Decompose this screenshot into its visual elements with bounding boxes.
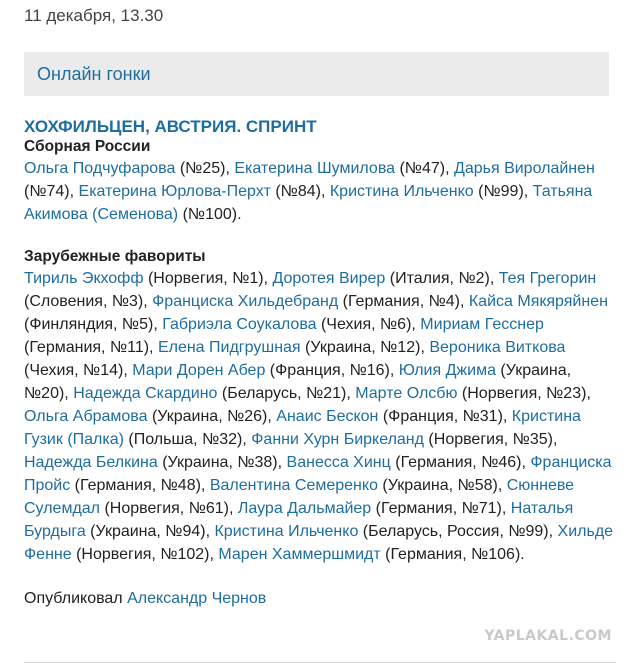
athlete-info: (Норвегия, №35) (423, 431, 553, 448)
athlete-link[interactable]: Валентина Семеренко (209, 477, 378, 494)
athlete-info: (№74) (24, 183, 70, 200)
athlete-link[interactable]: Франциска Пройс (24, 454, 612, 494)
athlete-info: (Норвегия, №61) (100, 500, 229, 517)
athlete-link[interactable]: Вероника Виткова (429, 339, 566, 356)
athlete-info: (Норвегия, №1) (143, 270, 264, 287)
athlete-link[interactable]: Анаис Бескон (276, 408, 379, 425)
athlete-link[interactable]: Ольга Абрамова (24, 408, 148, 425)
athlete-info: (Германия, №46) (390, 454, 522, 471)
athlete-link[interactable]: Юлия Джима (398, 362, 496, 379)
athlete-info: (Словения, №3) (24, 293, 144, 310)
athlete-info: (Украина, №12) (300, 339, 421, 356)
foreign-favorites-heading: Зарубежные фавориты (24, 248, 206, 265)
athlete-info: (Германия, №48) (70, 477, 201, 494)
russia-team-heading: Сборная России (24, 138, 151, 155)
athlete-link[interactable]: Ванесса Хинц (286, 454, 391, 471)
athlete-link[interactable]: Дарья Виролайнен (453, 160, 595, 177)
athlete-link[interactable]: Кристина Гузик (Палка) (24, 408, 581, 448)
athlete-info: (№25) (175, 160, 226, 177)
athlete-info: (Норвегия, №23) (457, 385, 587, 402)
athlete-info: (Украина, №38) (157, 454, 278, 471)
athlete-link[interactable]: Татьяна Акимова (Семенова) (24, 183, 593, 223)
athlete-link[interactable]: Кристина Ильченко (329, 183, 474, 200)
athlete-info: (№84) (270, 183, 321, 200)
athlete-link[interactable]: Тея Грегорин (498, 270, 597, 287)
athlete-info: (Украина, №94) (85, 523, 206, 540)
athlete-link[interactable]: Надежда Скардино (73, 385, 218, 402)
athlete-info: (Италия, №2) (385, 270, 490, 287)
athlete-link[interactable]: Тириль Экхофф (24, 270, 144, 287)
divider (24, 662, 616, 663)
athlete-info: (№100) (178, 206, 238, 223)
athlete-link[interactable]: Сюнневе Сулемдал (24, 477, 575, 517)
athlete-info: (№47) (395, 160, 446, 177)
athlete-link[interactable]: Лаура Дальмайер (237, 500, 372, 517)
published-label: Опубликовал (24, 590, 128, 607)
athlete-link[interactable]: Елена Пидгрушная (157, 339, 301, 356)
russia-team-list: Ольга Подчуфарова (№25), Екатерина Шумилова (№47), Дарья Виролайнен (№74), Екатерина Юрлова-Перхт (№84), Кристина Ильченко (№99), Татьяна Акимова (Семенова) (№100). (24, 160, 595, 223)
author-link[interactable]: Александр Чернов (127, 590, 267, 607)
athlete-info: (Чехия, №14) (24, 362, 124, 379)
post-date: 11 декабря, 13.30 (24, 6, 164, 25)
online-races-link[interactable]: Онлайн гонки (37, 64, 151, 84)
athlete-link[interactable]: Франциска Хильдебранд (152, 293, 339, 310)
athlete-info: (Украина, №58) (377, 477, 498, 494)
athlete-info: (Беларусь, Россия, №99) (358, 523, 549, 540)
athlete-info: (Чехия, №6) (316, 316, 412, 333)
athlete-info: (Франция, №16) (265, 362, 390, 379)
author-line (24, 587, 616, 610)
athlete-info: (Франция, №31) (378, 408, 503, 425)
athlete-info: (Германия, №4) (338, 293, 460, 310)
athlete-link[interactable]: Фанни Хурн Биркеланд (251, 431, 424, 448)
athlete-link[interactable]: Екатерина Шумилова (234, 160, 396, 177)
athlete-link[interactable]: Марте Олсбю (355, 385, 458, 402)
athlete-info: (Польша, №32) (123, 431, 243, 448)
online-races-banner (24, 52, 609, 96)
athlete-info: (Германия, №11) (24, 339, 150, 356)
athlete-info: (Финляндия, №5) (24, 316, 154, 333)
athlete-info: (Германия, №106) (380, 546, 521, 563)
athlete-link[interactable]: Ольга Подчуфарова (24, 160, 176, 177)
athlete-link[interactable]: Доротея Вирер (272, 270, 386, 287)
athlete-link[interactable]: Кристина Ильченко (214, 523, 359, 540)
athlete-link[interactable]: Марен Хаммершмидт (218, 546, 381, 563)
athlete-link[interactable]: Надежда Белкина (24, 454, 158, 471)
athlete-link[interactable]: Екатерина Юрлова-Перхт (78, 183, 271, 200)
athlete-info: (Беларусь, №21) (217, 385, 347, 402)
article-body (24, 115, 616, 610)
athlete-link[interactable]: Хильде Фенне (24, 523, 614, 563)
athlete-info: (Германия, №71) (371, 500, 502, 517)
athlete-link[interactable]: Кайса Мякяряйнен (468, 293, 608, 310)
athlete-info: (Норвегия, №102) (71, 546, 210, 563)
athlete-info: (Украина, №26) (147, 408, 268, 425)
athlete-info: (№99) (473, 183, 524, 200)
athlete-info: (Украина, №20) (24, 362, 572, 402)
athlete-link[interactable]: Мириам Гесснер (420, 316, 544, 333)
event-title: ХОХФИЛЬЦЕН, АВСТРИЯ. СПРИНТ (24, 117, 317, 136)
athlete-link[interactable]: Габриэла Соукалова (162, 316, 317, 333)
athlete-link[interactable]: Наталья Бурдыга (24, 500, 574, 540)
athlete-link[interactable]: Мари Дорен Абер (132, 362, 266, 379)
foreign-favorites-list: Тириль Экхофф (Норвегия, №1), Доротея Вирер (Италия, №2), Тея Грегорин (Словения, №3), Франциска Хильдебранд (Германия, №4), Кайса Мякяряйнен (Финляндия, №5), Габриэла Соукалова (Чехия, №6), Мириам Гесснер (Германия, №11), Елена Пидгрушная (Украина, №12), Вероника Виткова (Чехия, №14), Мари Дорен Абер (Франция, №16), Юлия Джима (Украина, №20), Надежда Скардино (Беларусь, №21), Марте Олсбю (Норвегия, №23), Ольга Абрамова (Украина, №26), Анаис Бескон (Франция, №31), Кристина Гузик (Палка) (Польша, №32), Фанни Хурн Биркеланд (Норвегия, №35), Надежда Белкина (Украина, №38), Ванесса Хинц (Германия, №46), Франциска Пройс (Германия, №48), Валентина Семеренко (Украина, №58), Сюнневе Сулемдал (Норвегия, №61), Лаура Дальмайер (Германия, №71), Наталья Бурдыга (Украина, №94), Кристина Ильченко (Беларусь, Россия, №99), Хильде Фенне (Норвегия, №102), Марен Хаммершмидт (Германия, №106). (24, 270, 614, 563)
site-watermark: YAPLAKAL.COM (484, 628, 612, 644)
